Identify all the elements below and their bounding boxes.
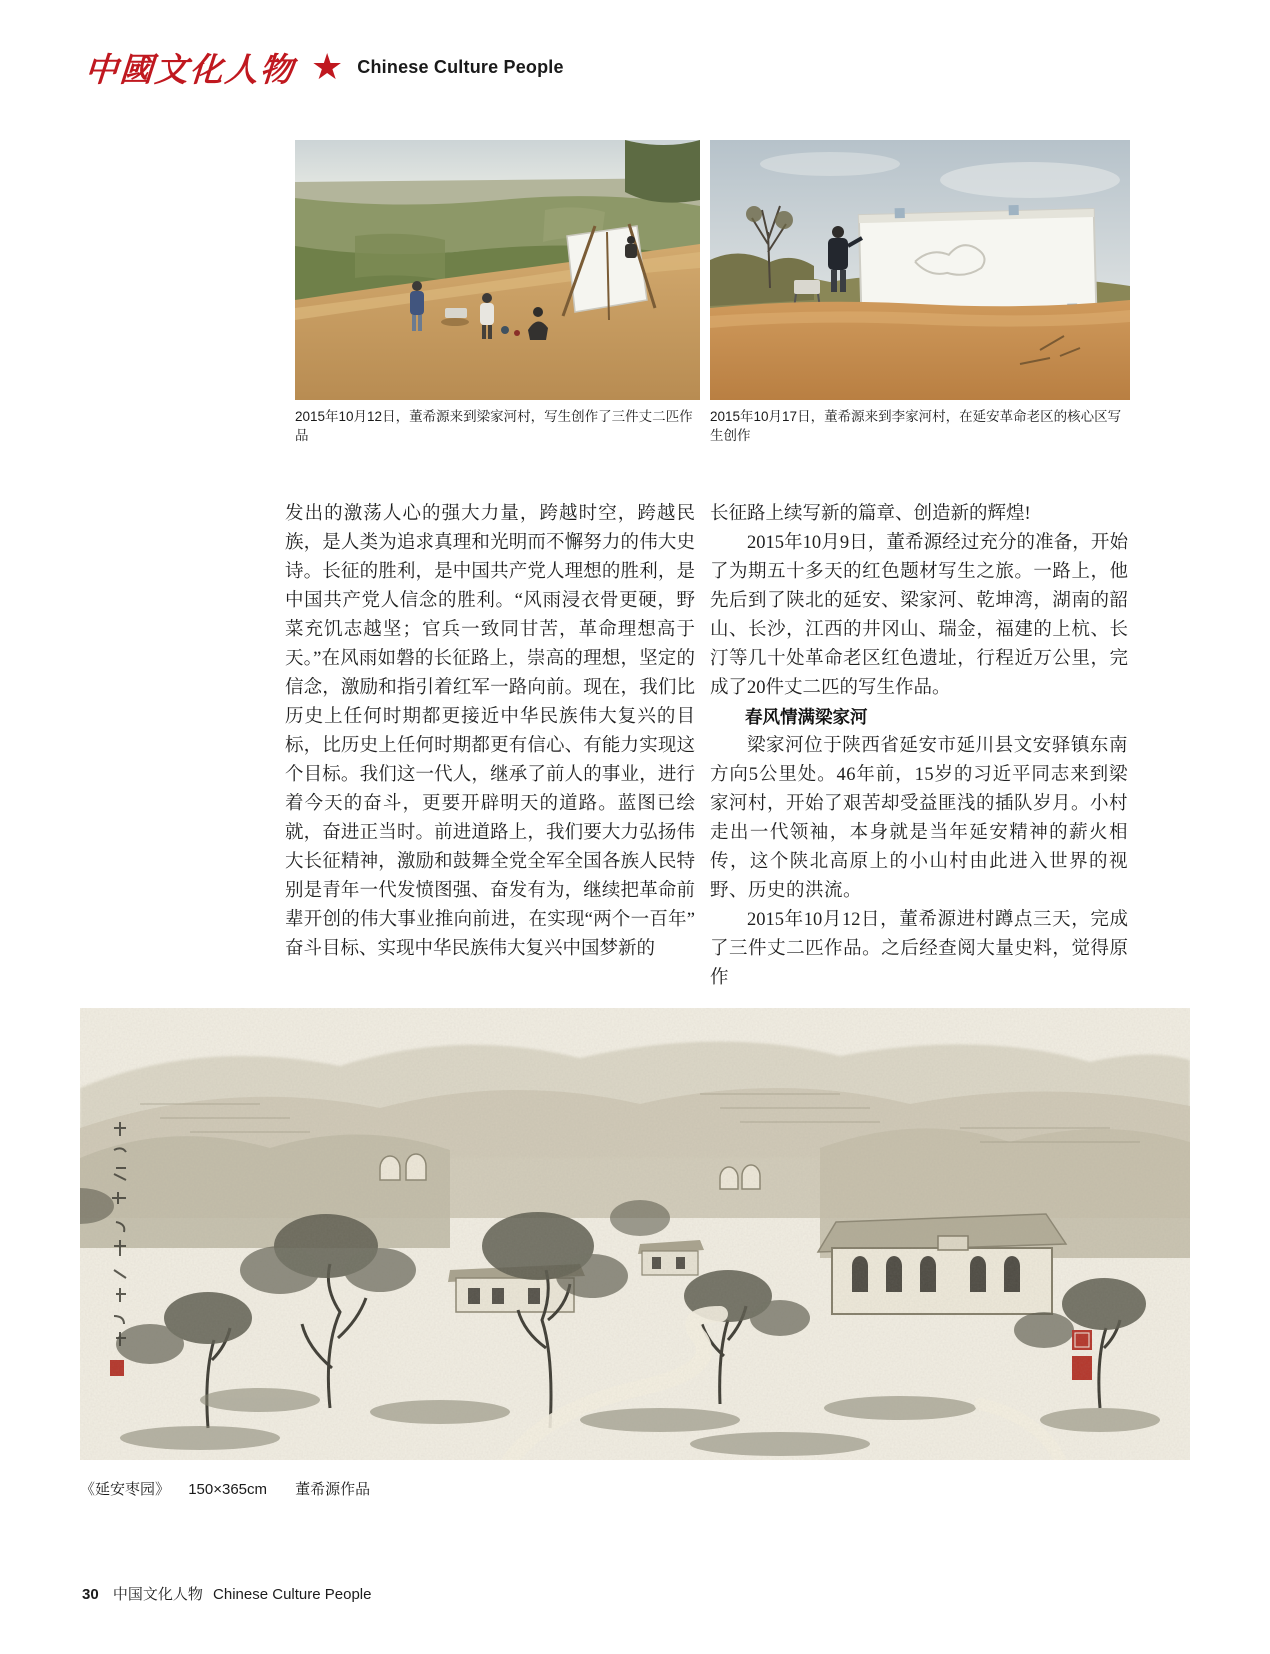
article-column-right bbox=[710, 500, 1128, 993]
painting-author: 董希源作品 bbox=[295, 1481, 371, 1498]
magazine-logo-chinese: 中國文化人物 bbox=[83, 52, 297, 89]
paragraph: 2015年10月9日，董希源经过充分的准备，开始了为期五十多天的红色题材写生之旅。一路上，他先后到了陕北的延安、梁家河、乾坤湾，湖南的韶山、长沙，江西的井冈山、瑞金，福建的上杭、长汀等几十处革命老区红色遗址，行程近万公里，完成了20件丈二匹的写生作品。 bbox=[710, 533, 1128, 698]
valley-photo-image bbox=[295, 140, 700, 400]
article-column-left bbox=[285, 500, 695, 964]
paragraph: 梁家河位于陕西省延安市延川县文安驿镇东南方向5公里处。46年前，15岁的习近平同志来到梁家河村，开始了艰苦却受益匪浅的插队岁月。小村走出一代领袖，本身就是当年延安精神的薪火相传，这个陕北高原上的小山村由此进入世界的视野、历史的洪流。 bbox=[710, 736, 1129, 901]
photo-lijiahe-sketching bbox=[710, 140, 1130, 400]
painting-size: 150×365cm bbox=[188, 1481, 267, 1498]
section-subheading: 春风情满梁家河 bbox=[745, 707, 868, 727]
photo-liangjiahe-sketching bbox=[295, 140, 700, 400]
large-canvas bbox=[859, 203, 1097, 319]
ink-painting-image bbox=[80, 1008, 1190, 1460]
paragraph: 长征路上续写新的篇章、创造新的辉煌! bbox=[710, 504, 1031, 524]
photo-caption-left: 2015年10月12日，董希源来到梁家河村，写生创作了三件丈二匹作品 bbox=[295, 409, 693, 443]
star-icon: ★ bbox=[311, 46, 344, 87]
masthead bbox=[85, 46, 564, 88]
footer-journal-english: Chinese Culture People bbox=[213, 1586, 372, 1603]
paragraph: 2015年10月12日，董希源进村蹲点三天，完成了三件丈二匹作品。之后经查阅大量史料，觉得原作 bbox=[710, 910, 1128, 988]
page-number: 30 bbox=[82, 1586, 99, 1603]
painting-caption bbox=[80, 1478, 370, 1499]
photo-caption-right: 2015年10月17日，董希源来到李家河村，在延安革命老区的核心区写生创作 bbox=[710, 409, 1122, 443]
paragraph: 发出的激荡人心的强大力量，跨越时空，跨越民族，是人类为追求真理和光明而不懈努力的伟大史诗。长征的胜利，是中国共产党人理想的胜利，是中国共产党人信念的胜利。“风雨浸衣骨更硬，野菜充饥志越坚；官兵一致同甘苦，革命理想高于天。”在风雨如磐的长征路上，崇高的理想，坚定的信念，激励和指引着红军一路向前。现在，我们比历史上任何时期都更接近中华民族伟大复兴的目标，比历史上任何时期都更有信心、有能力实现这个目标。我们这一代人，继承了前人的事业，进行着今天的奋斗，更要开辟明天的道路。蓝图已绘就，奋进正当时。前进道路上，我们要大力弘扬伟大长征精神，激励和鼓舞全党全军全国各族人民特别是青年一代发愤图强、奋发有为，继续把革命前辈开创的伟大事业推向前进，在实现“两个一百年”奋斗目标、实现中华民族伟大复兴中国梦新的 bbox=[285, 504, 695, 959]
ink-painting-yanan-date-garden bbox=[80, 1008, 1190, 1460]
magazine-logo-english: Chinese Culture People bbox=[357, 56, 564, 77]
painting-title: 《延安枣园》 bbox=[80, 1481, 171, 1498]
field-canvas-photo-image bbox=[710, 140, 1130, 400]
page-footer bbox=[82, 1583, 371, 1604]
footer-journal-chinese: 中国文化人物 bbox=[112, 1586, 203, 1603]
